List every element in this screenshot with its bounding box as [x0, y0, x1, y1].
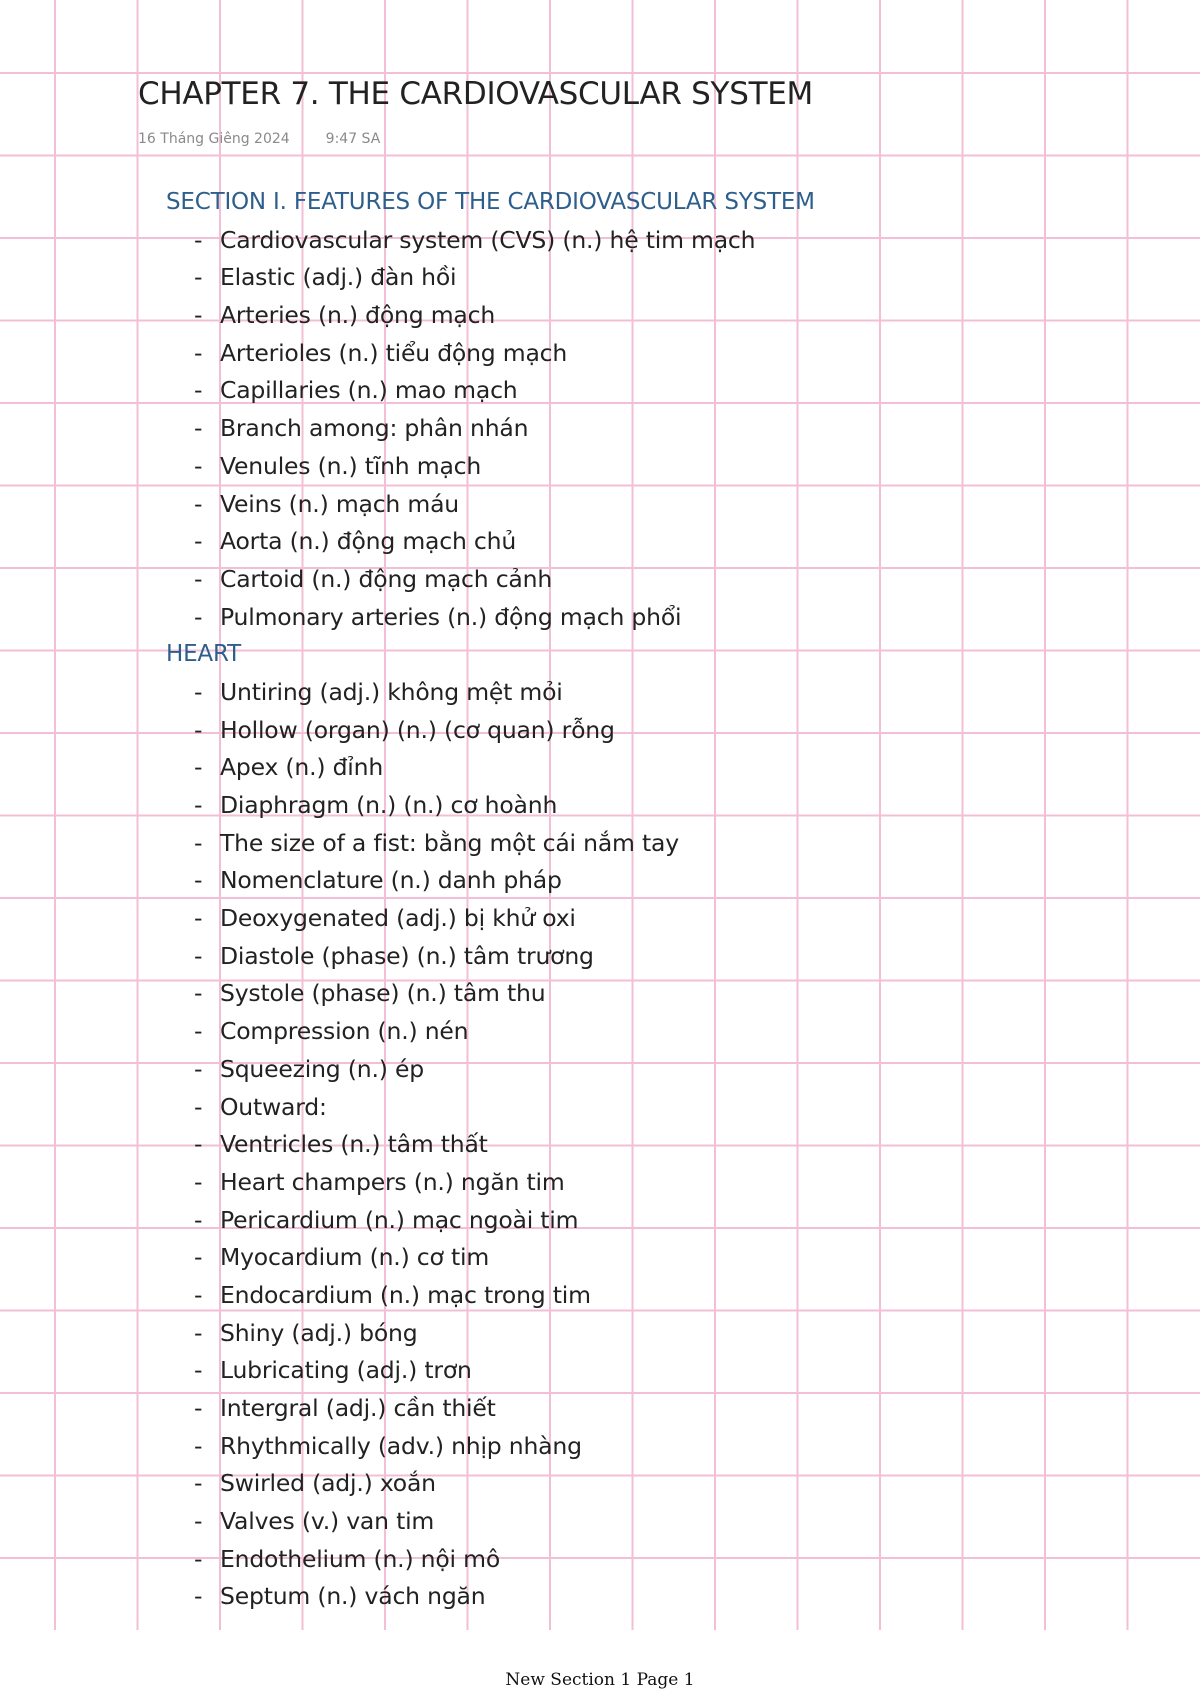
list-item — [166, 712, 1166, 750]
list-item — [166, 222, 1166, 260]
bullet-dash: - — [194, 791, 203, 819]
list-item — [166, 1164, 1166, 1202]
bullet-dash: - — [194, 1054, 203, 1083]
list-item — [166, 975, 1166, 1013]
bullet-dash: - — [194, 904, 203, 933]
list-item — [166, 297, 1166, 335]
bullet-dash: - — [194, 828, 203, 857]
list-item-text: Arterioles (n.) tiểu động mạch — [220, 338, 568, 367]
list-item-text: The size of a fist: bằng một cái nắm tay — [220, 828, 679, 857]
list-item — [166, 1089, 1166, 1127]
page-title: CHAPTER 7. THE CARDIOVASCULAR SYSTEM — [138, 76, 813, 112]
list-item-text: Pulmonary arteries (n.) động mạch phổi — [220, 602, 682, 631]
list-item — [166, 1352, 1166, 1390]
list-item-text: Cartoid (n.) động mạch cảnh — [220, 564, 553, 593]
list-item-text: Branch among: phân nhán — [220, 414, 529, 443]
bullet-dash: - — [194, 1356, 203, 1385]
list-item-text: Apex (n.) đỉnh — [220, 753, 384, 782]
bullet-dash: - — [194, 301, 203, 330]
list-item-text: Shiny (adj.) bóng — [220, 1318, 418, 1347]
bullet-dash: - — [194, 1318, 203, 1347]
list-item-text: Nomenclature (n.) danh pháp — [220, 866, 562, 895]
list-item — [166, 259, 1166, 297]
bullet-dash: - — [194, 1507, 203, 1536]
list-item — [166, 787, 1166, 825]
list-item — [166, 1013, 1166, 1051]
list-item — [166, 1503, 1166, 1541]
bullet-dash: - — [194, 527, 203, 556]
list-item — [166, 561, 1166, 599]
bullet-dash: - — [194, 338, 203, 367]
list-item — [166, 1239, 1166, 1277]
list-item-text: Endothelium (n.) nội mô — [220, 1544, 501, 1573]
list-item-text: Compression (n.) nén — [220, 1017, 469, 1046]
list-item-text: Valves (v.) van tim — [220, 1507, 435, 1536]
list-item-text: Heart champers (n.) ngăn tim — [220, 1167, 565, 1196]
bullet-dash: - — [194, 564, 203, 593]
list-item-text: Squeezing (n.) ép — [220, 1054, 424, 1083]
list-item-text: Capillaries (n.) mao mạch — [220, 376, 518, 405]
bullet-dash: - — [194, 602, 203, 631]
bullet-dash: - — [194, 1092, 203, 1121]
bullet-dash: - — [194, 979, 203, 1008]
list-item-text: Lubricating (adj.) trơn — [220, 1356, 472, 1385]
bullet-dash: - — [194, 1582, 203, 1611]
bullet-dash: - — [194, 941, 203, 970]
list-item-text: Elastic (adj.) đàn hồi — [220, 263, 457, 292]
bullet-dash: - — [194, 1017, 203, 1046]
list-item — [166, 1428, 1166, 1466]
list-item-text: Cardiovascular system (CVS) (n.) hệ tim mạch — [220, 225, 756, 254]
section-heading: SECTION I. FEATURES OF THE CARDIOVASCULAR SYSTEM — [166, 189, 815, 215]
bullet-dash: - — [194, 1243, 203, 1272]
list-item — [166, 749, 1166, 787]
list-item — [166, 486, 1166, 524]
bullet-dash: - — [194, 414, 203, 443]
list-item-text: Aorta (n.) động mạch chủ — [220, 527, 517, 556]
bullet-dash: - — [194, 1280, 203, 1309]
bullet-dash: - — [194, 1205, 203, 1234]
list-item — [166, 900, 1166, 938]
bullet-dash: - — [194, 451, 203, 480]
bullet-dash: - — [194, 1394, 203, 1422]
list-item-text: Myocardium (n.) cơ tim — [220, 1243, 490, 1272]
bullet-dash: - — [194, 1130, 203, 1159]
bullet-dash: - — [194, 225, 203, 254]
list-item — [166, 448, 1166, 486]
list-item — [166, 1315, 1166, 1353]
list-item-text: Rhythmically (adv.) nhịp nhàng — [220, 1431, 582, 1460]
bullet-dash: - — [194, 1544, 203, 1573]
list-item — [166, 599, 1166, 637]
bullet-dash: - — [194, 1167, 203, 1196]
list-item — [166, 372, 1166, 410]
list-item-text: Septum (n.) vách ngăn — [220, 1582, 486, 1611]
bullet-dash: - — [194, 489, 203, 518]
list-item — [166, 1578, 1166, 1616]
list-item-text: Swirled (adj.) xoắn — [220, 1469, 436, 1498]
bullet-dash: - — [194, 1469, 203, 1498]
list-item — [166, 523, 1166, 561]
list-item-text: Intergral (adj.) cần thiết — [220, 1394, 496, 1422]
list-item — [166, 1390, 1166, 1428]
list-item-text: Untiring (adj.) không mệt mỏi — [220, 677, 563, 706]
list-item — [166, 410, 1166, 448]
list-item-text: Veins (n.) mạch máu — [220, 489, 459, 518]
list-item — [166, 825, 1166, 863]
bullet-dash: - — [194, 376, 203, 405]
list-item — [166, 1277, 1166, 1315]
list-item — [166, 335, 1166, 373]
bullet-dash: - — [194, 263, 203, 292]
list-item-text: Venules (n.) tĩnh mạch — [220, 451, 482, 480]
list-item-text: Arteries (n.) động mạch — [220, 301, 496, 330]
list-item-text: Diastole (phase) (n.) tâm trương — [220, 941, 594, 970]
list-item — [166, 862, 1166, 900]
bullet-dash: - — [194, 866, 203, 895]
bullet-dash: - — [194, 677, 203, 706]
list-item — [166, 1126, 1166, 1164]
note-content[interactable] — [166, 184, 1166, 1616]
section-heading: HEART — [166, 641, 241, 668]
list-item-text: Ventricles (n.) tâm thất — [220, 1130, 488, 1159]
list-item-text: Deoxygenated (adj.) bị khử oxi — [220, 904, 576, 933]
bullet-dash: - — [194, 715, 203, 744]
list-item-text: Pericardium (n.) mạc ngoài tim — [220, 1205, 579, 1234]
list-item-text: Systole (phase) (n.) tâm thu — [220, 979, 546, 1008]
list-item-text: Endocardium (n.) mạc trong tim — [220, 1280, 591, 1309]
page-date: 16 Tháng Giêng 2024 — [138, 131, 290, 147]
bullet-dash: - — [194, 753, 203, 782]
list-item-text: Diaphragm (n.) (n.) cơ hoành — [220, 791, 558, 819]
bullet-dash: - — [194, 1431, 203, 1460]
page-footer: New Section 1 Page 1 — [505, 1670, 695, 1690]
page-timestamp — [138, 131, 380, 147]
page-time: 9:47 SA — [325, 131, 381, 147]
list-item — [166, 1202, 1166, 1240]
list-item — [166, 674, 1166, 712]
list-item-text: Hollow (organ) (n.) (cơ quan) rỗng — [220, 715, 615, 744]
list-item — [166, 1541, 1166, 1579]
list-item — [166, 938, 1166, 976]
list-item — [166, 1051, 1166, 1089]
list-item-text: Outward: — [220, 1092, 327, 1121]
list-item — [166, 1465, 1166, 1503]
